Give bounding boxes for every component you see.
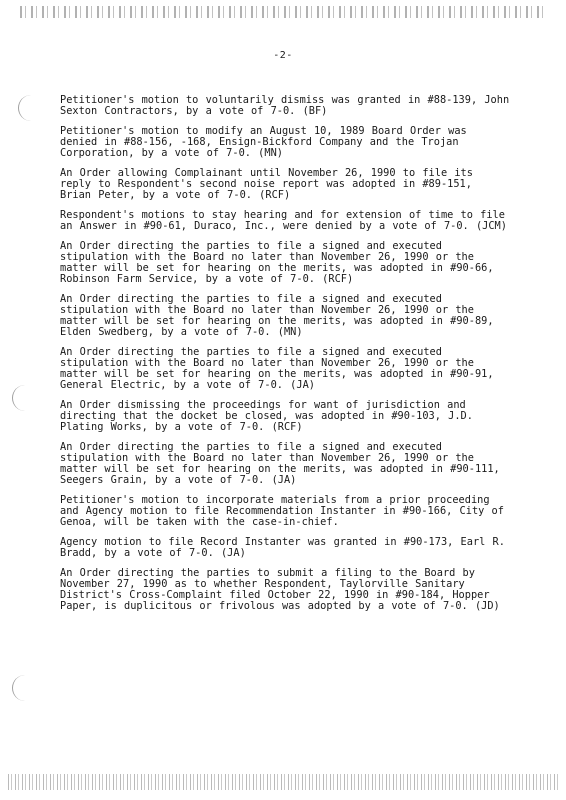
- minutes-paragraph: An Order dismissing the proceedings for want of jurisdiction and directing that the docket be closed, was adopted in #90-103, J.D. Plating Works, by a vote of 7-0. (RCF): [60, 399, 473, 433]
- page-number: -2-: [273, 50, 293, 61]
- scan-noise-bottom: [8, 774, 558, 790]
- minutes-paragraph: Petitioner's motion to modify an August 10, 1989 Board Order was denied in #88-156, -168, Ensign-Bickford Company and the Trojan Corporation, by a vote of 7-0. (MN): [60, 125, 467, 159]
- punch-hole-mark: [18, 95, 33, 121]
- minutes-paragraph: An Order allowing Complainant until November 26, 1990 to file its reply to Respondent's second noise report was adopted in #89-151, Brian Peter, by a vote of 7-0. (RCF): [60, 167, 473, 201]
- minutes-paragraph: An Order directing the parties to file a signed and executed stipulation with the Board no later than November 26, 1990 or the matter will be set for hearing on the merits, was adopted in #90-91, General Electric, by a vote of 7-0. (JA): [60, 346, 494, 391]
- minutes-paragraph: Petitioner's motion to incorporate materials from a prior proceeding and Agency motion to file Recommendation Instanter in #90-166, City of Genoa, will be taken with the case-in-chief.: [60, 494, 504, 528]
- minutes-paragraph: An Order directing the parties to file a signed and executed stipulation with the Board no later than November 26, 1990 or the matter will be set for hearing on the merits, was adopted in #90-89, Elden Swedberg, by a vote of 7-0. (MN): [60, 293, 494, 338]
- minutes-paragraph: Agency motion to file Record Instanter was granted in #90-173, Earl R. Bradd, by a vote of 7-0. (JA): [60, 536, 505, 559]
- punch-hole-mark: [12, 385, 27, 411]
- minutes-paragraph: An Order directing the parties to file a signed and executed stipulation with the Board no later than November 26, 1990 or the matter will be set for hearing on the merits, was adopted in #90-111, Seegers Grain, by a vote of 7-0. (JA): [60, 441, 500, 486]
- minutes-paragraph: An Order directing the parties to file a signed and executed stipulation with the Board no later than November 26, 1990 or the matter will be set for hearing on the merits, was adopted in #90-66, Robinson Farm Service, by a vote of 7-0. (RCF): [60, 240, 494, 285]
- minutes-paragraph: Respondent's motions to stay hearing and for extension of time to file an Answer in #90-61, Duraco, Inc., were denied by a vote of 7-0. (JCM): [60, 209, 507, 232]
- minutes-entries: [60, 95, 510, 621]
- minutes-paragraph: An Order directing the parties to submit a filing to the Board by November 27, 1990 as to whether Respondent, Taylorville Sanitary District's Cross-Complaint filed October 22, 1990 in #90-184, Hopper Paper, is duplicitous or frivolous was adopted by a vote of 7-0. (JD): [60, 567, 500, 612]
- punch-hole-mark: [12, 675, 27, 701]
- minutes-paragraph: Petitioner's motion to voluntarily dismiss was granted in #88-139, John Sexton Contractors, by a vote of 7-0. (BF): [60, 94, 510, 117]
- scan-noise-top: [20, 6, 546, 18]
